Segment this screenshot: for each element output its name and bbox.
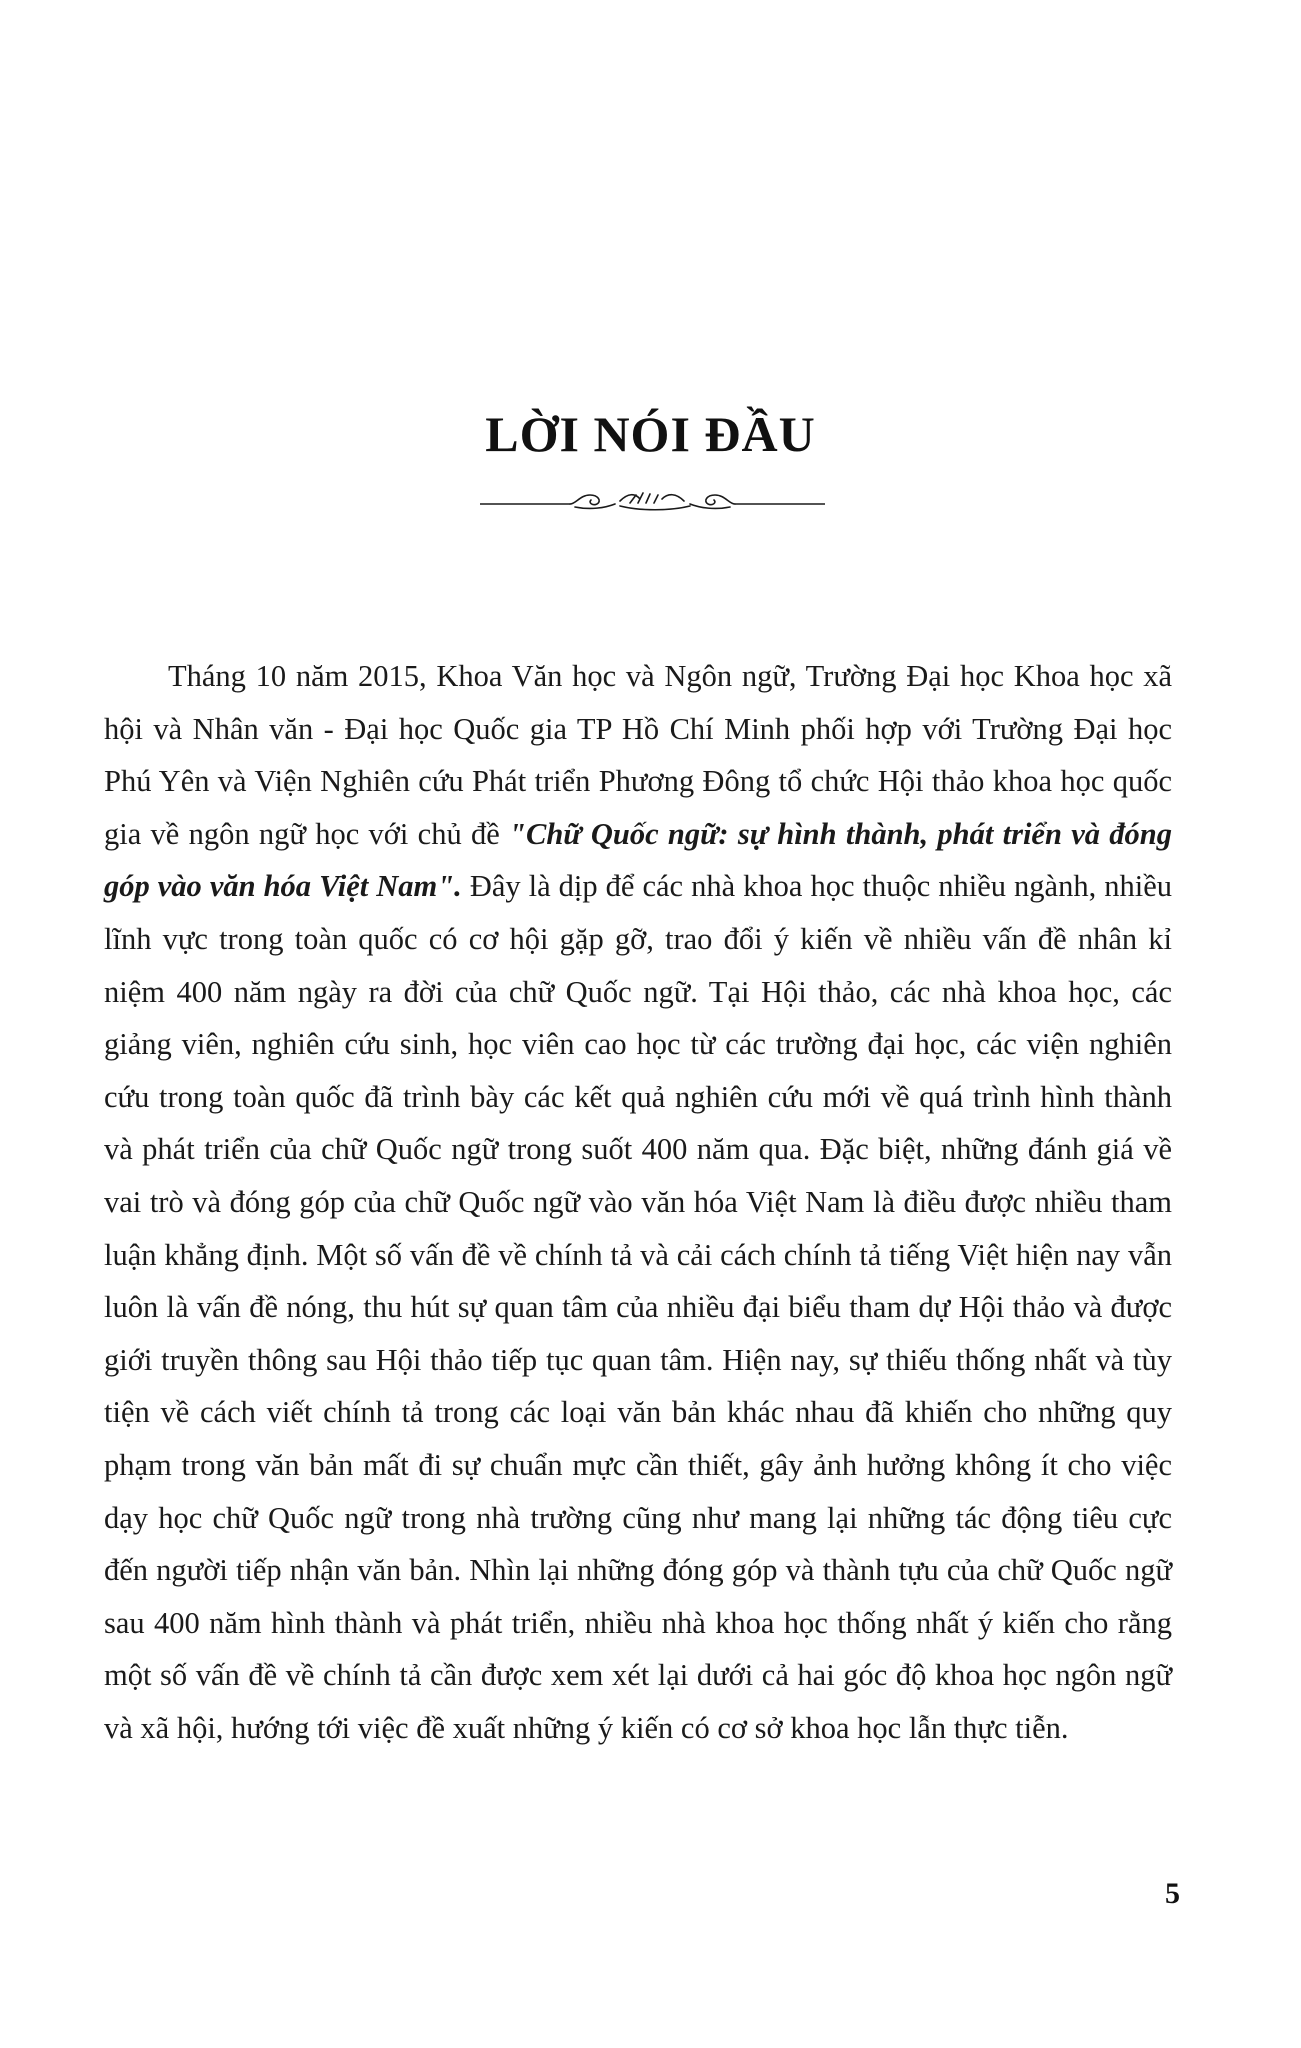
conference-theme: "Chữ Quốc ngữ: sự hình thành, phát triển và đóng góp vào văn hóa Việt Nam".: [104, 816, 1172, 904]
ornamental-divider: [480, 485, 825, 515]
page-title: LỜI NÓI ĐẦU: [485, 406, 816, 462]
preface-text-part2: Đây là dịp để các nhà khoa học thuộc nhiều ngành, nhiều lĩnh vực trong toàn quốc có cơ hội gặp gỡ, trao đổi ý kiến về nhiều vấn đề nhân kỉ niệm 400 năm ngày ra đời của chữ Quốc ngữ. Tại Hội thảo, các nhà khoa học, các giảng viên, nghiên cứu sinh, học viên cao học từ các trường đại học, các viện nghiên cứu trong toàn quốc đã trình bày các kết quả nghiên cứu mới về quá trình hình thành và phát triển của chữ Quốc ngữ trong suốt 400 năm qua. Đặc biệt, những đánh giá về vai trò và đóng góp của chữ Quốc ngữ vào văn hóa Việt Nam là điều được nhiều tham luận khẳng định. Một số vấn đề về chính tả và cải cách chính tả tiếng Việt hiện nay vẫn luôn là vấn đề nóng, thu hút sự quan tâm của nhiều đại biểu tham dự Hội thảo và được giới truyền thông sau Hội thảo tiếp tục quan tâm. Hiện nay, sự thiếu thống nhất và tùy tiện về cách viết chính tả trong các loại văn bản khác nhau đã khiến cho những quy phạm trong văn bản mất đi sự chuẩn mực cần thiết, gây ảnh hưởng không ít cho việc dạy học chữ Quốc ngữ trong nhà trường cũng như mang lại những tác động tiêu cực đến người tiếp nhận văn bản. Nhìn lại những đóng góp và thành tựu của chữ Quốc ngữ sau 400 năm hình thành và phát triển, nhiều nhà khoa học thống nhất ý kiến cho rằng một số vấn đề về chính tả cần được xem xét lại dưới cả hai góc độ khoa học ngôn ngữ và xã hội, hướng tới việc đề xuất những ý kiến có cơ sở khoa học lẫn thực tiễn.: [104, 869, 1172, 1745]
page-number: 5: [1165, 1877, 1180, 1910]
preface-text-part1: Tháng 10 năm 2015, Khoa Văn học và Ngôn ngữ, Trường Đại học Khoa học xã hội và Nhân văn - Đại học Quốc gia TP Hồ Chí Minh phối hợp với Trường Đại học Phú Yên và Viện Nghiên cứu Phát triển Phương Đông tổ chức Hội thảo khoa học quốc gia về ngôn ngữ học với chủ đề: [104, 659, 1172, 851]
preface-paragraph: [104, 650, 1172, 1754]
